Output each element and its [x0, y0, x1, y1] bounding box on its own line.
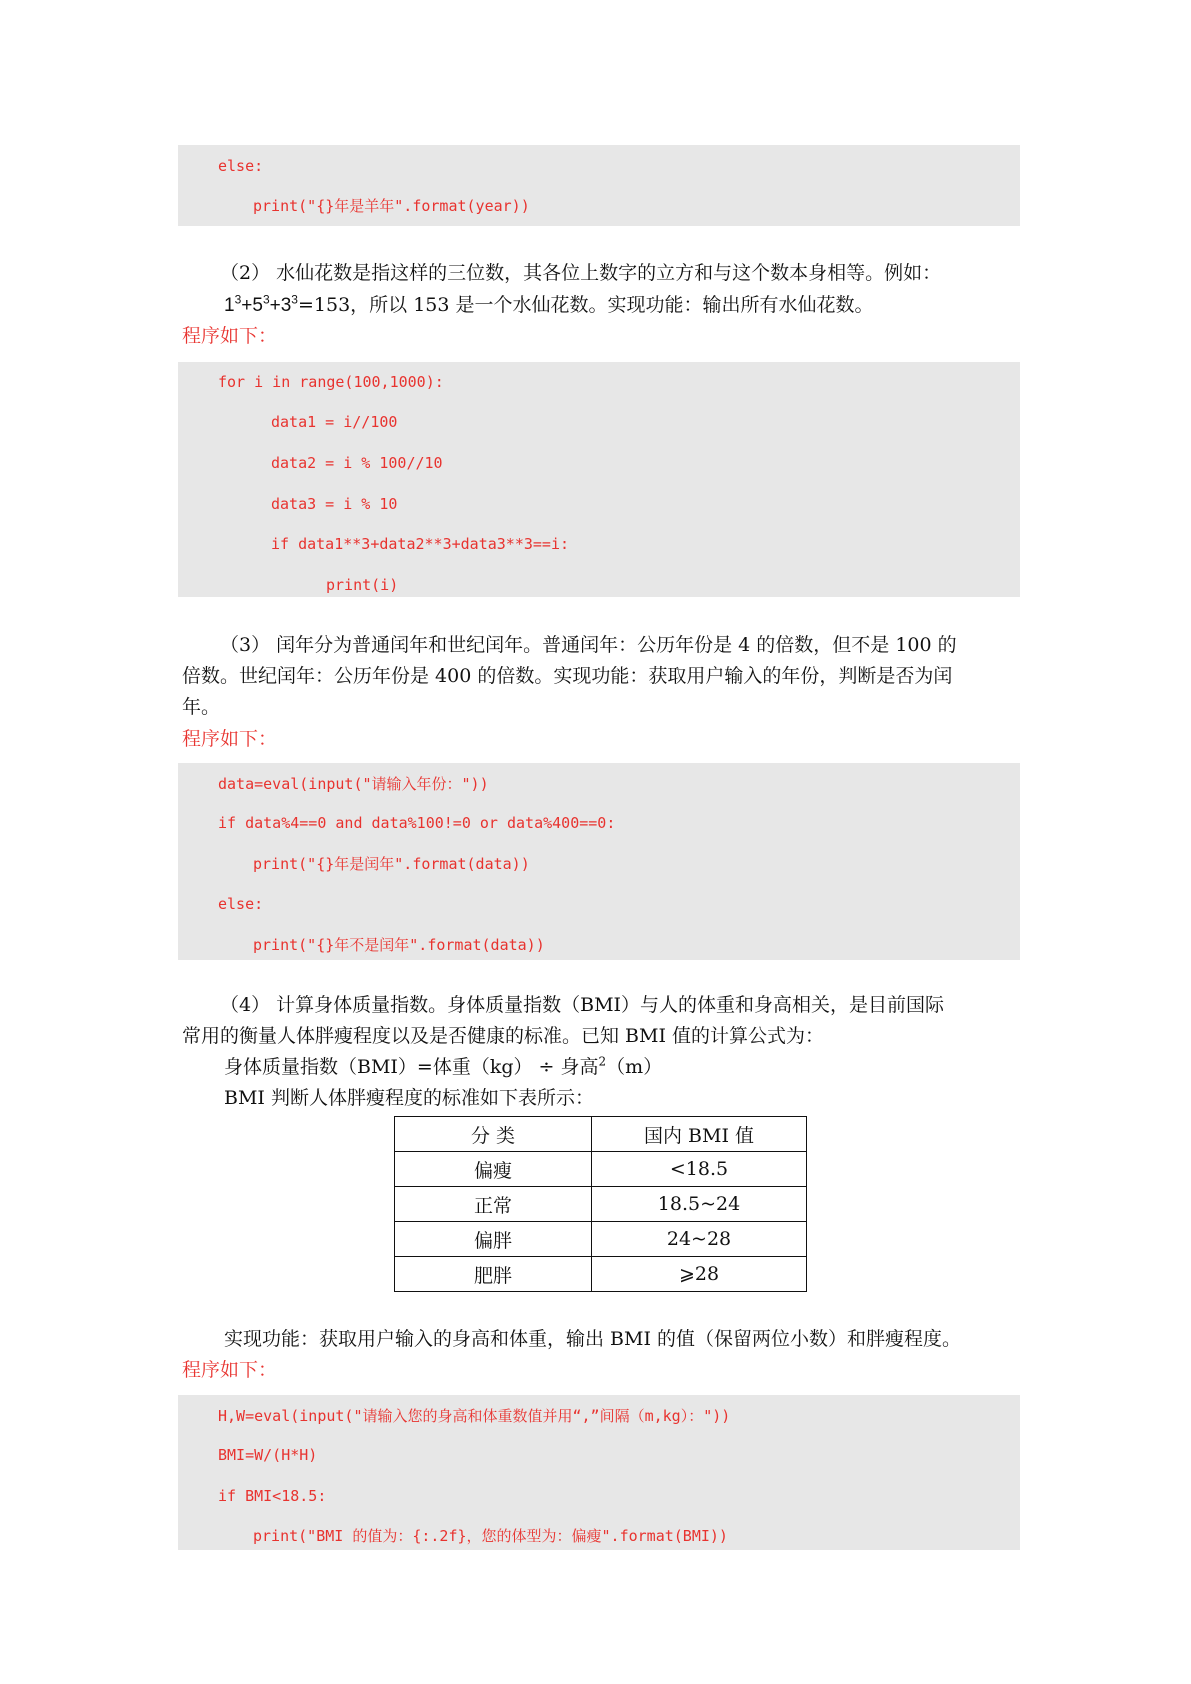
code-line: data3 = i % 10: [271, 495, 398, 513]
table-cell: 偏瘦: [395, 1152, 592, 1187]
code-line: else:: [218, 157, 264, 175]
code-line: print("{}年是闰年".format(data)): [253, 855, 530, 873]
q3-line1: （3） 闰年分为普通闰年和世纪闰年。普通闰年：公历年份是 4 的倍数，但不是 100 的: [220, 634, 957, 656]
code-block-leap-year: [178, 763, 1020, 960]
code-block-bmi: [178, 1395, 1020, 1550]
q4-after-table: 实现功能：获取用户输入的身高和体重，输出 BMI 的值（保留两位小数）和胖瘦程度。: [224, 1328, 962, 1350]
code-line: for i in range(100,1000):: [218, 373, 444, 391]
table-cell: <18.5: [592, 1152, 807, 1187]
q2-text: （2） 水仙花数是指这样的三位数，其各位上数字的立方和与这个数本身相等。例如：: [220, 262, 942, 284]
code-line: H,W=eval(input("请输入您的身高和体重数值并用“,”间隔（m,kg）：")): [218, 1407, 731, 1425]
code-block-narcissistic: [178, 362, 1020, 597]
code-line: data2 = i % 100//10: [271, 454, 443, 472]
code-block-leap-sheep: [178, 145, 1020, 226]
table-cell: 24~28: [592, 1222, 807, 1257]
code-line: print(i): [326, 576, 399, 594]
code-line: print("BMI 的值为：{:.2f}，您的体型为：偏瘦".format(BMI)): [253, 1527, 728, 1545]
q4-line2: 常用的衡量人体胖瘦程度以及是否健康的标准。已知 BMI 值的计算公式为：: [182, 1025, 825, 1047]
program-label: 程序如下：: [182, 1359, 278, 1381]
bmi-table: [394, 1116, 807, 1292]
table-row: [395, 1152, 807, 1187]
code-line: print("{}年是羊年".format(year)): [253, 197, 530, 215]
table-row: [395, 1257, 807, 1292]
table-cell: 正常: [395, 1187, 592, 1222]
table-header-row: [395, 1117, 807, 1152]
table-cell: 18.5~24: [592, 1187, 807, 1222]
code-line: data=eval(input("请输入年份：")): [218, 775, 489, 793]
code-line: else:: [218, 895, 264, 913]
program-label: 程序如下：: [182, 325, 278, 347]
table-cell: 肥胖: [395, 1257, 592, 1292]
code-line: if data1**3+data2**3+data3**3==i:: [271, 535, 570, 553]
q2-example-suffix: =153，所以 153 是一个水仙花数。实现功能：输出所有水仙花数。: [297, 294, 874, 316]
program-label: 程序如下：: [182, 728, 278, 750]
q3-line3: 年。: [182, 696, 221, 718]
code-line: BMI=W/(H*H): [218, 1446, 318, 1464]
table-row: [395, 1187, 807, 1222]
table-header: 分 类: [395, 1117, 592, 1152]
table-header: 国内 BMI 值: [592, 1117, 807, 1152]
table-cell: 偏胖: [395, 1222, 592, 1257]
code-line: print("{}年不是闰年".format(data)): [253, 936, 545, 954]
q2-example: $1^3+5^3+3^3=153$，所以 153 是一个水仙花数。实现功能：输出所有水仙花数。: [224, 292, 874, 316]
code-line: if data%4==0 and data%100!=0 or data%400==0:: [218, 814, 616, 832]
q3-line2: 倍数。世纪闰年：公历年份是 400 的倍数。实现功能：获取用户输入的年份，判断是否为闰: [182, 665, 953, 687]
table-row: [395, 1222, 807, 1257]
q4-line1: （4） 计算身体质量指数。身体质量指数（BMI）与人的体重和身高相关，是目前国际: [220, 994, 945, 1016]
code-line: if BMI<18.5:: [218, 1487, 327, 1505]
table-cell: ⩾28: [592, 1257, 807, 1292]
code-line: data1 = i//100: [271, 413, 398, 431]
table-intro: BMI 判断人体胖瘦程度的标准如下表所示：: [224, 1087, 594, 1109]
bmi-formula: 身体质量指数（BMI）=体重（kg） ÷ 身高$^2$（m）: [224, 1054, 663, 1078]
